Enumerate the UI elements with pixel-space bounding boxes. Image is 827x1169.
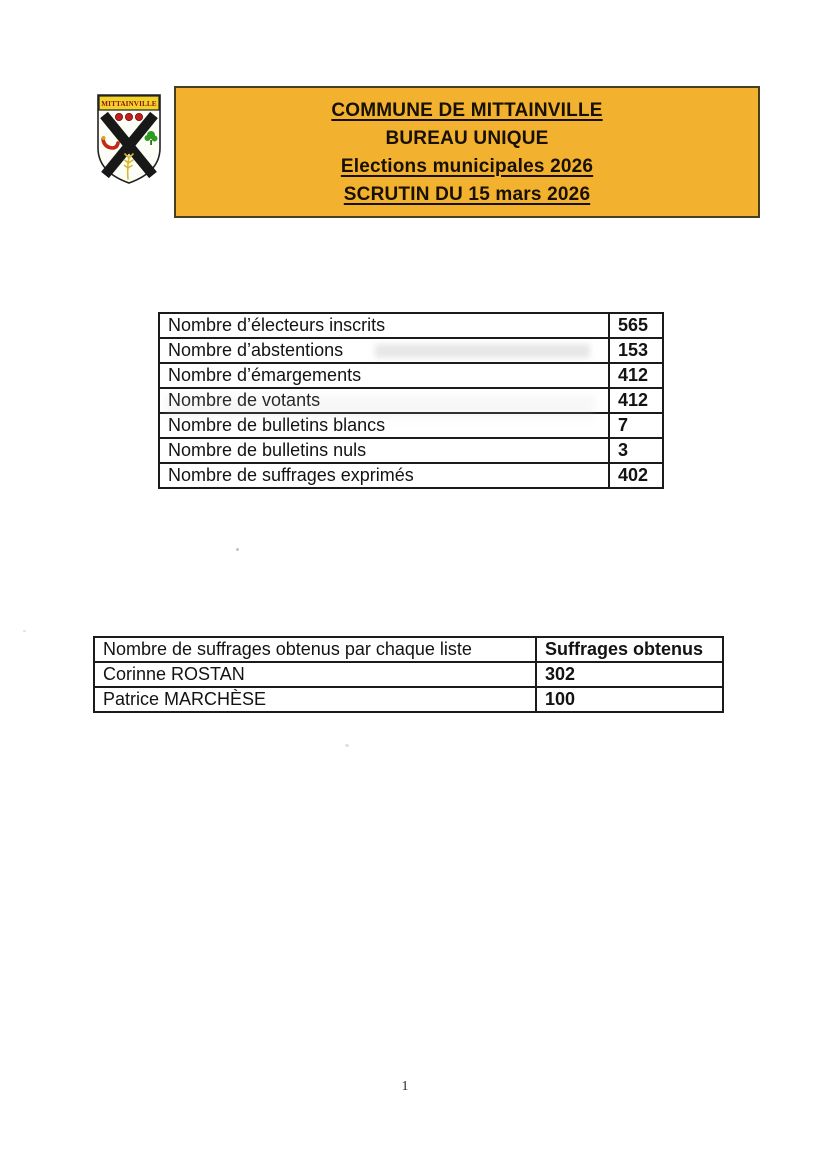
table-row — [159, 438, 663, 463]
stat-label: Nombre d’abstentions — [159, 338, 609, 363]
title-line-election: Elections municipales 2026 — [340, 156, 594, 177]
stat-label: Nombre de bulletins nuls — [159, 438, 609, 463]
coat-of-arms-graphic — [95, 92, 163, 186]
stat-label: Nombre de votants — [159, 388, 609, 413]
stat-value: 3 — [609, 438, 663, 463]
vote-statistics-table — [158, 312, 664, 489]
table-row — [94, 662, 723, 687]
title-line-commune: COMMUNE DE MITTAINVILLE — [331, 100, 603, 121]
list-results-table — [93, 636, 724, 713]
table-row — [94, 687, 723, 712]
stat-label: Nombre d’émargements — [159, 363, 609, 388]
title-line-scrutin: SCRUTIN DU 15 mars 2026 — [343, 184, 591, 205]
column-header-liste: Nombre de suffrages obtenus par chaque liste — [94, 637, 536, 662]
table-header-row — [94, 637, 723, 662]
scan-speck — [236, 548, 239, 551]
stat-value: 402 — [609, 463, 663, 488]
table-row — [159, 388, 663, 413]
stat-label: Nombre de suffrages exprimés — [159, 463, 609, 488]
scan-speck — [23, 630, 26, 632]
column-header-suffrages: Suffrages obtenus — [536, 637, 723, 662]
stat-value: 412 — [609, 388, 663, 413]
page-number: 1 — [401, 1079, 409, 1094]
stat-value: 412 — [609, 363, 663, 388]
roundels-icon — [115, 113, 142, 120]
candidate-votes: 100 — [536, 687, 723, 712]
banner-text: MITTAINVILLE — [101, 100, 157, 108]
candidate-votes: 302 — [536, 662, 723, 687]
stat-value: 7 — [609, 413, 663, 438]
stat-value: 565 — [609, 313, 663, 338]
stat-value: 153 — [609, 338, 663, 363]
stat-label: Nombre d’électeurs inscrits — [159, 313, 609, 338]
candidate-name: Patrice MARCHÈSE — [94, 687, 536, 712]
scan-speck — [345, 744, 349, 747]
table-row — [159, 413, 663, 438]
title-line-bureau: BUREAU UNIQUE — [385, 128, 549, 149]
commune-coat-of-arms — [95, 92, 163, 186]
candidate-name: Corinne ROSTAN — [94, 662, 536, 687]
document-title-box — [174, 86, 760, 218]
table-row — [159, 338, 663, 363]
table-row — [159, 463, 663, 488]
table-row — [159, 363, 663, 388]
stat-label: Nombre de bulletins blancs — [159, 413, 609, 438]
table-row — [159, 313, 663, 338]
